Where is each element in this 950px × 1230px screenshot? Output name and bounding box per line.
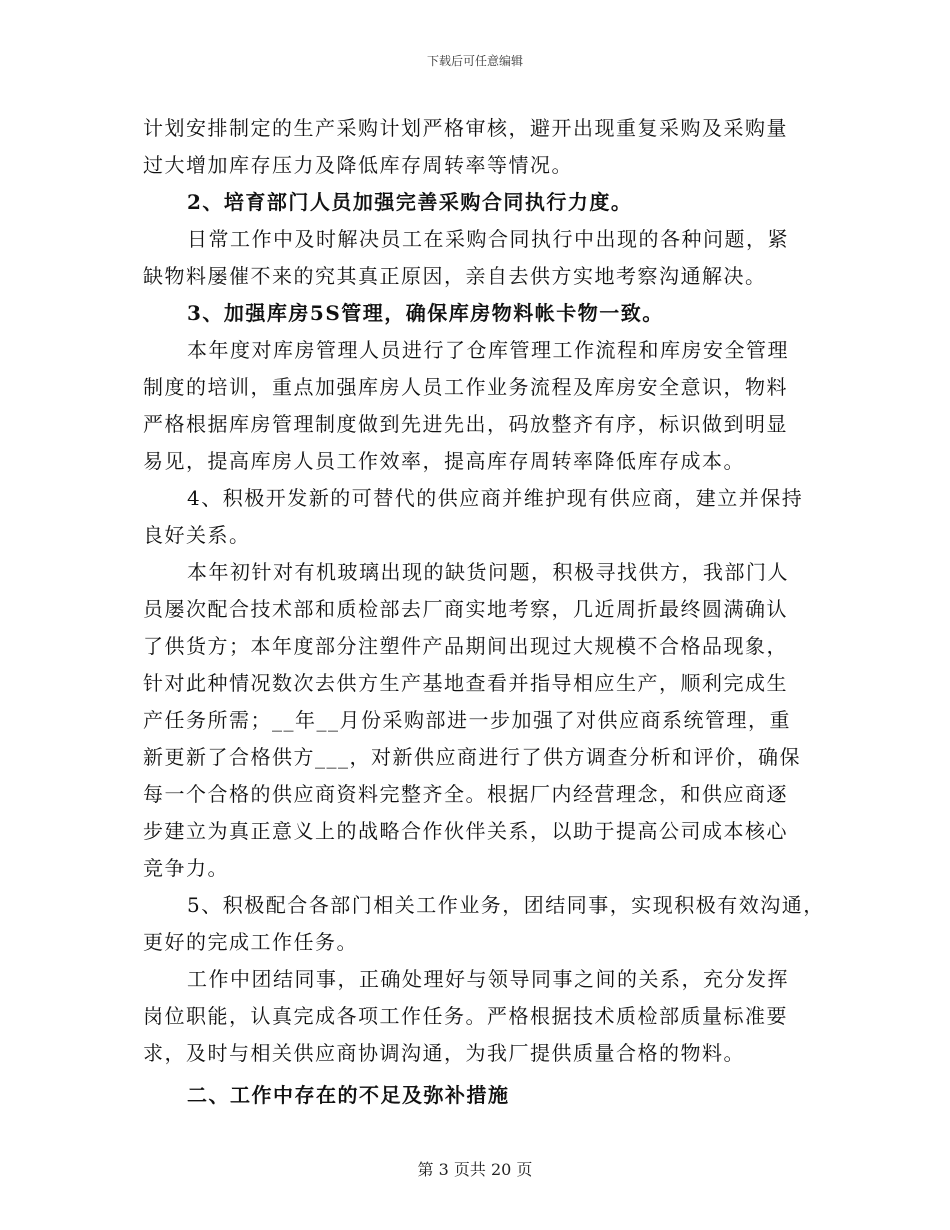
- paragraph-line: 针对此种情况数次去供方生产基地查看并指导相应生产，顺利完成生: [143, 671, 788, 695]
- paragraph-line: 严格根据库房管理制度做到先进先出，码放整齐有序，标识做到明显: [143, 412, 788, 436]
- paragraph-line: 本年初针对有机玻璃出现的缺货问题，积极寻找供方，我部门人: [187, 560, 789, 584]
- section-heading: 2、培育部门人员加强完善采购合同执行力度。: [187, 190, 633, 214]
- paragraph-line: 工作中团结同事，正确处理好与领导同事之间的关系，充分发挥: [187, 967, 789, 991]
- paragraph-line: 产任务所需；__年__月份采购部进一步加强了对供应商系统管理，重: [143, 708, 791, 732]
- chapter-heading: 二、工作中存在的不足及弥补措施: [187, 1083, 510, 1107]
- document-body: [143, 110, 825, 1114]
- paragraph-line: 了供货方；本年度部分注塑件产品期间出现过大规模不合格品现象，: [143, 634, 788, 658]
- paragraph-line: 员屡次配合技术部和质检部去厂商实地考察，几近周折最终圆满确认: [143, 597, 788, 621]
- page-number-footer: 第 3 页共 20 页: [417, 1160, 533, 1179]
- paragraph-line: 易见，提高库房人员工作效率，提高库存周转率降低库存成本。: [143, 449, 745, 473]
- paragraph-line: 新更新了合格供方___，对新供应商进行了供方调查分析和评价，确保: [143, 745, 801, 769]
- section-heading: 3、加强库房5S管理，确保库房物料帐卡物一致。: [187, 301, 664, 325]
- paragraph-line: 步建立为真正意义上的战略合作伙伴关系，以助于提高公司成本核心: [143, 819, 788, 843]
- paragraph-line: 本年度对库房管理人员进行了仓库管理工作流程和库房安全管理: [187, 338, 789, 362]
- paragraph-line: 缺物料屡催不来的究其真正原因，亲自去供方实地考察沟通解决。: [143, 264, 767, 288]
- paragraph-line: 求，及时与相关供应商协调沟通，为我厂提供质量合格的物料。: [143, 1041, 745, 1065]
- paragraph-line: 竞争力。: [143, 856, 229, 880]
- paragraph-line: 计划安排制定的生产采购计划严格审核，避开出现重复采购及采购量: [143, 116, 788, 140]
- paragraph-line: 4、积极开发新的可替代的供应商并维护现有供应商，建立并保持: [187, 486, 804, 510]
- paragraph-line: 良好关系。: [143, 523, 251, 547]
- paragraph-line: 5、积极配合各部门相关工作业务，团结同事，实现积极有效沟通，: [187, 893, 825, 917]
- page-header-note: 下载后可任意编辑: [426, 54, 523, 68]
- paragraph-line: 岗位职能，认真完成各项工作任务。严格根据技术质检部质量标准要: [143, 1004, 788, 1028]
- paragraph-line: 日常工作中及时解决员工在采购合同执行中出现的各种问题，紧: [187, 227, 789, 251]
- paragraph-line: 每一个合格的供应商资料完整齐全。根据厂内经营理念，和供应商逐: [143, 782, 788, 806]
- paragraph-line: 过大增加库存压力及降低库存周转率等情况。: [143, 153, 573, 177]
- paragraph-line: 更好的完成工作任务。: [143, 930, 358, 954]
- paragraph-line: 制度的培训，重点加强库房人员工作业务流程及库房安全意识，物料: [143, 375, 788, 399]
